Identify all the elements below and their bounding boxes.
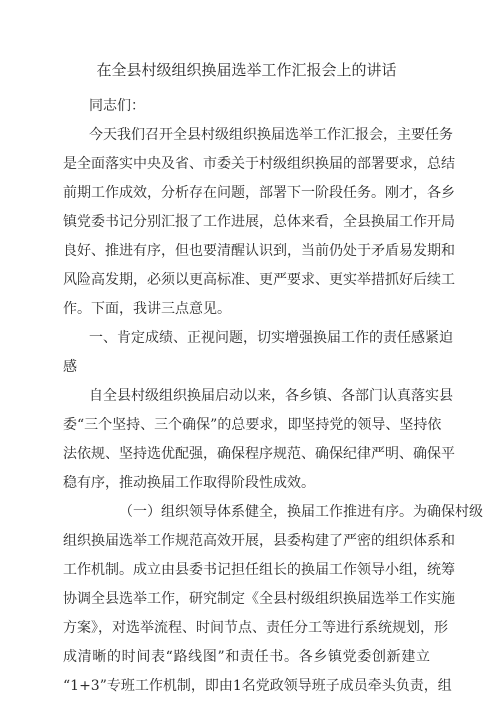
paragraph-line: 自全县村级组织换届启动以来，各乡镇、各部门认真落实县 [89,388,453,404]
paragraph-line: 作。下面，我讲三点意见。 [63,301,231,317]
paragraph-line: 是全面落实中央及省、市委关于村级组织换届的部署要求，总结 [63,156,455,172]
paragraph-line: 组织换届选举工作规范高效开展，县委构建了严密的组织体系和 [63,533,455,549]
section-heading-line: 感 [63,359,77,375]
paragraph-line: 工作机制。成立由县委书记担任组长的换届工作领导小组，统筹 [63,562,455,578]
paragraph-line: 方案》，对选举流程、时间节点、责任分工等进行系统规划，形 [63,620,448,636]
paragraph-line: 前期工作成效，分析存在问题，部署下一阶段任务。刚才，各乡 [63,185,455,201]
paragraph-line: 委“三个坚持、三个确保”的总要求，即坚持党的领导、坚持依 [63,417,442,433]
paragraph-line: 今天我们召开全县村级组织换届选举工作汇报会，主要任务 [89,127,453,143]
paragraph-line: 成清晰的时间表“路线图”和责任书。各乡镇党委创新建立 [63,649,430,665]
document-title: 在全县村级组织换届选举工作汇报会上的讲话 [96,61,397,79]
paragraph-line: “1+3”专班工作机制，即由1名党政领导班子成员牵头负责，组 [63,678,452,694]
paragraph-line: 协调全县选举工作，研究制定《全县村级组织换届选举工作实施 [63,591,455,607]
paragraph-line: 法依规、坚持选优配强，确保程序规范、确保纪律严明、确保平 [63,446,455,462]
section-heading-line: 一、肯定成绩、正视问题，切实增强换届工作的责任感紧迫 [89,330,453,346]
subsection-heading-line: （一）组织领导体系健全，换届工作推进有序。为确保村级 [119,504,483,520]
paragraph-line: 良好、推进有序，但也要清醒认识到，当前仍处于矛盾易发期和 [63,243,455,259]
paragraph-line: 镇党委书记分别汇报了工作进展，总体来看，全县换届工作开局 [63,214,455,230]
paragraph-line: 风险高发期，必须以更高标准、更严要求、更实举措抓好后续工 [63,272,455,288]
paragraph-line: 稳有序，推动换届工作取得阶段性成效。 [63,475,315,491]
salutation: 同志们： [89,98,145,114]
